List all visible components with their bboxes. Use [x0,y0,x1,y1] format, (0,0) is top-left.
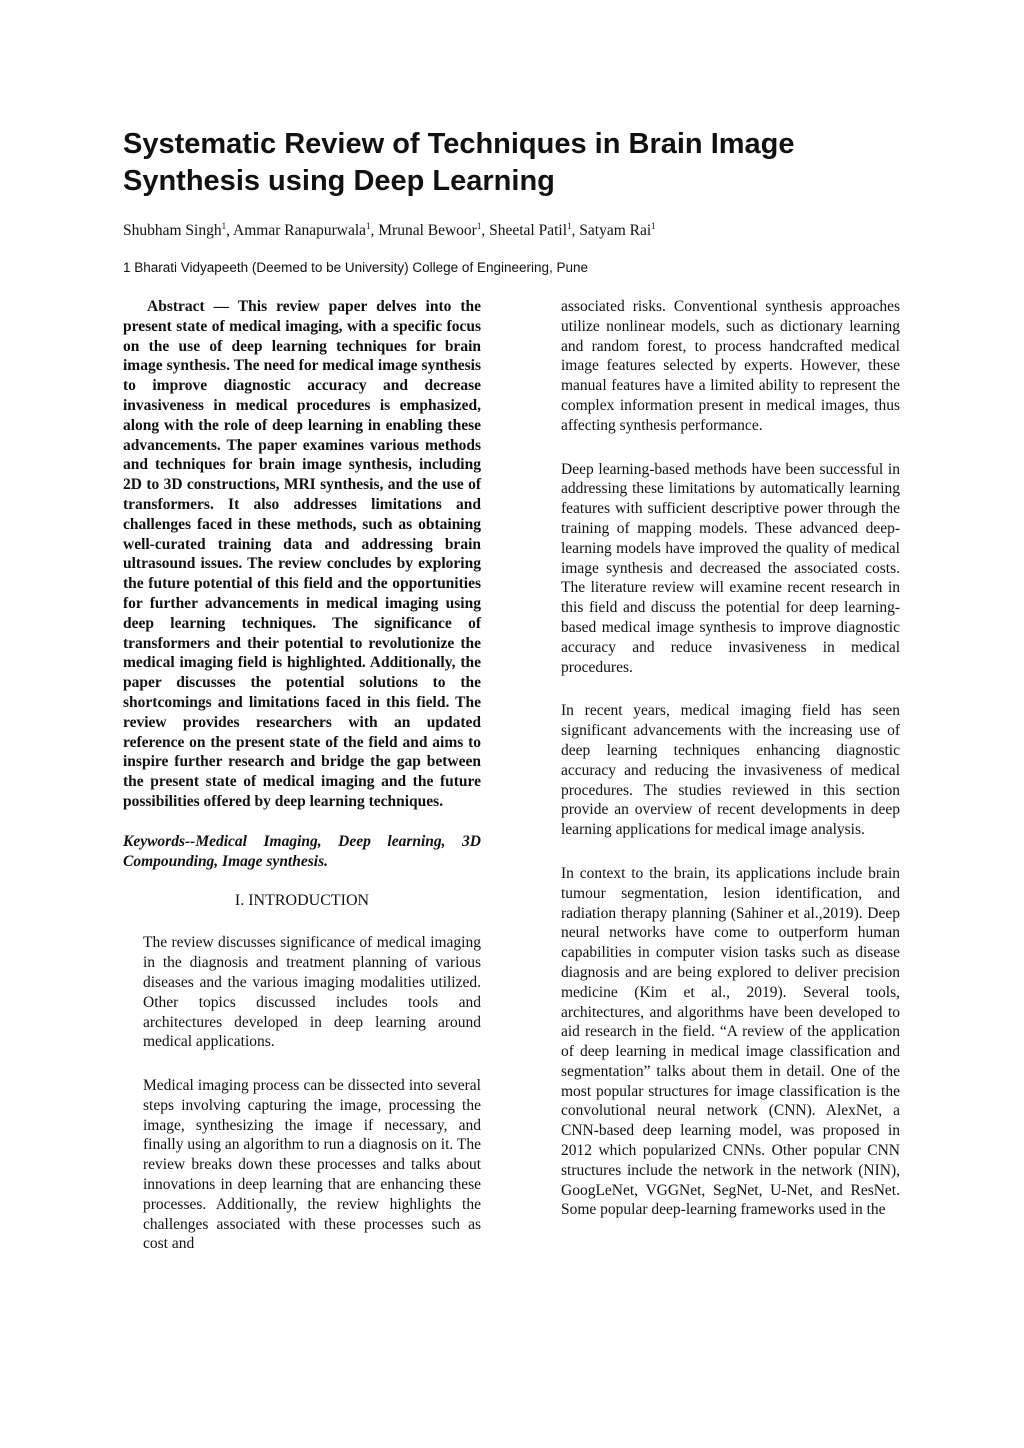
author-name: Satyam Rai [579,222,652,240]
paper-title [123,126,903,200]
right-paragraph-4: In context to the brain, its applications include brain tumour segmentation, lesion identification, and radiation therapy planning (Sahiner et al.,2019). Deep neural networks have come to outperform human capabilities in computer vision tasks such as disease diagnosis and are being explored to deliver precision medicine (Kim et al., 2019). Several tools, architectures, and algorithms have been developed to aid research in the field. “A review of the application of deep learning in medical image classification and segmentation” talks about them in detail. One of the most popular structures for image classification is the convolutional neural network (CNN). AlexNet, a CNN-based deep learning model, was proposed in 2012 which popularized CNNs. Other popular CNN structures include the network in the network (NIN), GoogLeNet, VGGNet, SegNet, U-Net, and ResNet. Some popular deep-learning frameworks used in the [561,864,900,1219]
abstract: Abstract — This review paper delves into the present state of medical imaging, with a specific focus on the use of deep learning techniques for brain image synthesis. The need for medical image synthesis to improve diagnostic accuracy and decrease invasiveness in medical procedures is emphasized, along with the role of deep learning in enabling these advancements. The paper examines various methods and techniques for brain image synthesis, including 2D to 3D constructions, MRI synthesis, and the use of transformers. It also addresses limitations and challenges faced in these methods, such as obtaining well-curated training data and addressing brain ultrasound issues. The review concludes by exploring the future potential of this field and the opportunities for further advancements in medical imaging using deep learning techniques. The significance of transformers and their potential to revolutionize the medical imaging field is highlighted. Additionally, the paper discusses the potential solutions to the shortcomings and limitations faced in this field. The review provides researchers with an updated reference on the present state of the field and aims to inspire further research and bridge the gap between the present state of medical imaging and the future possibilities offered by deep learning techniques. [123,298,481,810]
author-name: Mrunal Bewoor [378,222,477,240]
author-separator: , [226,222,234,240]
author-name: Shubham Singh [123,222,222,240]
author-separator: , [571,222,580,240]
intro-paragraph-1: The review discusses significance of medical imaging in the diagnosis and treatment planning of various diseases and the various imaging modalities utilized. Other topics discussed includes tools and architectures developed in deep learning around medical applications. [143,934,481,1051]
author-affil-mark: 1 [366,221,371,231]
left-column [123,297,481,1254]
right-paragraph-1: associated risks. Conventional synthesis approaches utilize nonlinear models, such as dictionary learning and random forest, to process handcrafted medical image features selected by experts. However, these manual features have a limited ability to represent the complex information present in medical images, thus affecting synthesis performance. [561,298,900,434]
title-line-1: Systematic Review of Techniques in Brain Image [123,128,795,160]
section-heading-introduction: I. INTRODUCTION [234,892,370,910]
author-list [123,216,923,241]
author-name: Ammar Ranapurwala [233,222,367,240]
author-affil-mark: 1 [567,221,572,231]
author-affil-mark: 1 [651,221,656,231]
intro-paragraph-2: Medical imaging process can be dissected into several steps involving capturing the image, processing the image, synthesizing the image if necessary, and finally using an algorithm to run a diagnosis on it. The review breaks down these processes and talks about innovations in deep learning that are enhancing these processes. Additionally, the review highlights the challenges associated with these processes such as cost and [143,1077,481,1253]
author-separator: , [370,222,379,240]
intro-block [123,933,481,1254]
keywords: Keywords--Medical Imaging, Deep learning, 3D Compounding, Image synthesis. [123,832,481,870]
right-paragraph-3: In recent years, medical imaging field has seen significant advancements with the increasing use of deep learning techniques enhancing diagnostic accuracy and reducing the invasiveness of medical procedures. The studies reviewed in this section provide an overview of recent developments in deep learning applications for medical image analysis. [561,702,900,839]
right-column [561,297,900,1220]
author-affil-mark: 1 [221,221,227,231]
affiliation: 1 Bharati Vidyapeeth (Deemed to be University) College of Engineering, Pune [123,260,589,275]
title-line-2: Synthesis using Deep Learning [123,165,555,197]
author-separator: , [481,222,490,240]
author-name: Sheetal Patil [489,222,568,240]
right-paragraph-2: Deep learning-based methods have been successful in addressing these limitations by automatically learning features with sufficient descriptive power through the training of mapping models. These advanced deep-learning models have improved the quality of medical image synthesis and decreased the associated costs. The literature review will examine recent research in this field and discuss the potential for deep learning-based medical image synthesis to improve diagnostic accuracy and reduce invasiveness in medical procedures. [561,460,900,676]
author-affil-mark: 1 [476,221,482,231]
